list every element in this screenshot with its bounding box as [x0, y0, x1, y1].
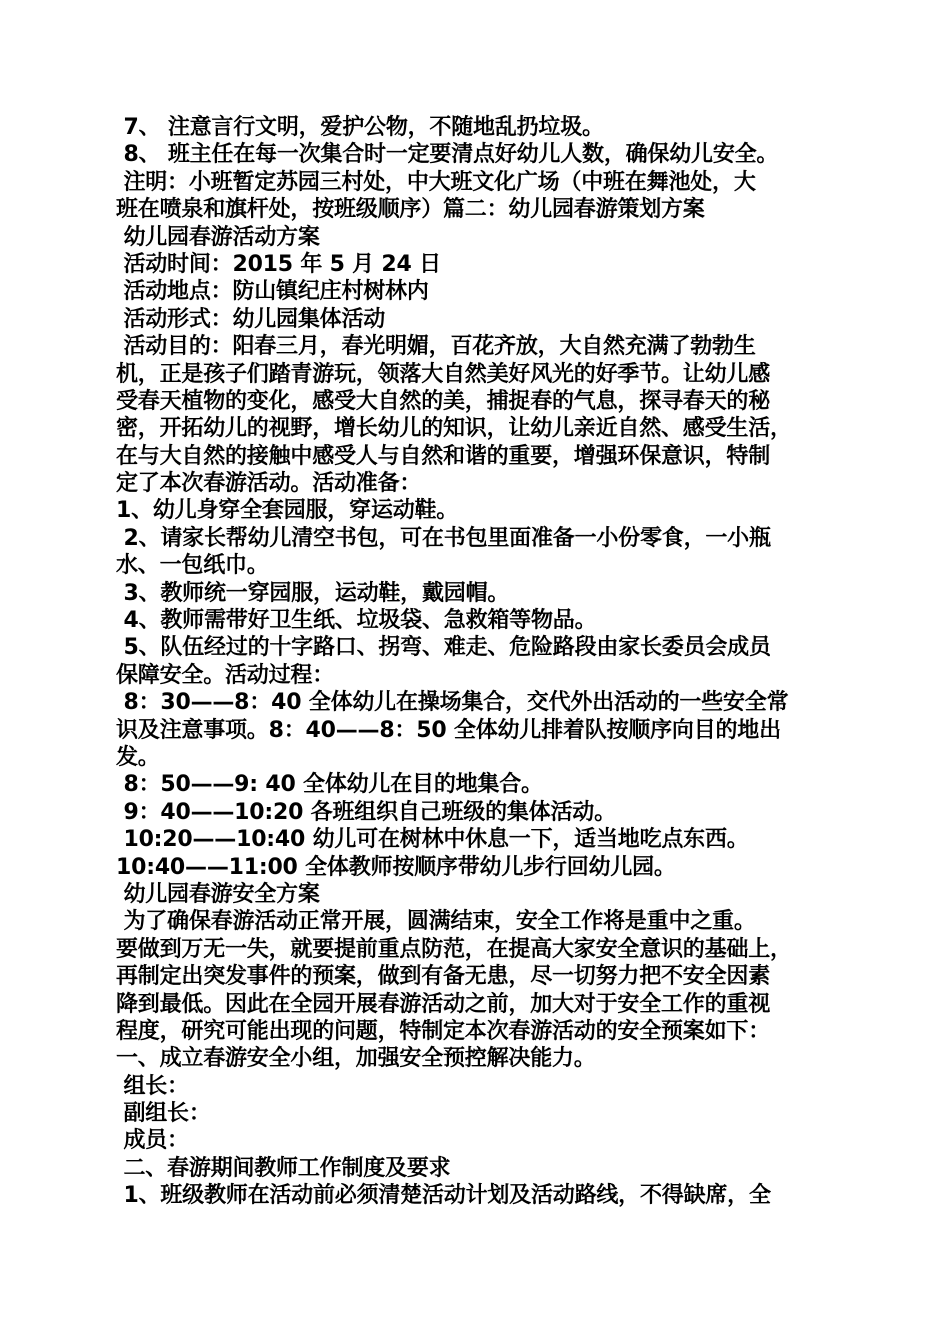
text-line: 要做到万无一失，就要提前重点防范，在提高大家安全意识的基础上，	[116, 936, 792, 962]
text-line: 1、班级教师在活动前必须清楚活动计划及活动路线，不得缺席，全	[116, 1183, 771, 1209]
text-line: 活动目的：阳春三月，春光明媚，百花齐放，大自然充满了勃勃生	[116, 334, 756, 360]
text-line: 程度，研究可能出现的问题，特制定本次春游活动的安全预案如下：	[116, 1018, 771, 1044]
text-line: 发。	[116, 744, 160, 770]
text-line: 活动时间：2015 年 5 月 24 日	[116, 251, 441, 277]
text-line: 成员：	[116, 1128, 189, 1154]
text-line: 二、春游期间教师工作制度及要求	[116, 1155, 451, 1181]
text-line: 一、成立春游安全小组，加强安全预控解决能力。	[116, 1046, 596, 1072]
text-line: 班在喷泉和旗杆处，按班级顺序）篇二：幼儿园春游策划方案	[116, 197, 705, 223]
text-line: 为了确保春游活动正常开展，圆满结束，安全工作将是重中之重。	[116, 909, 756, 935]
text-line: 注明：小班暂定苏园三村处，中大班文化广场（中班在舞池处，大	[116, 169, 756, 195]
text-line: 活动地点：防山镇纪庄村树林内	[116, 279, 429, 305]
text-line: 9：40——10:20 各班组织自己班级的集体活动。	[116, 799, 616, 825]
text-line: 7、 注意言行文明，爱护公物，不随地乱扔垃圾。	[116, 115, 604, 140]
text-line: 识及注意事项。8：40——8：50 全体幼儿排着队按顺序向目的地出	[116, 717, 781, 743]
text-line: 1、幼儿身穿全套园服，穿运动鞋。	[116, 498, 459, 524]
text-line: 8：50——9: 40 全体幼儿在目的地集合。	[116, 772, 543, 798]
text-line: 机，正是孩子们踏青游玩，领落大自然美好风光的好季节。让幼儿感	[116, 361, 771, 387]
text-line: 保障安全。活动过程：	[116, 662, 335, 688]
text-line: 10:40——11:00 全体教师按顺序带幼儿步行回幼儿园。	[116, 854, 676, 880]
text-line: 组长：	[116, 1073, 189, 1099]
text-line: 活动形式：幼儿园集体活动	[116, 306, 386, 332]
text-line: 在与大自然的接触中感受人与自然和谐的重要，增强环保意识，特制	[116, 443, 771, 469]
text-line: 5、队伍经过的十字路口、拐弯、难走、危险路段由家长委员会成员	[116, 635, 771, 661]
text-line: 8、 班主任在每一次集合时一定要清点好幼儿人数，确保幼儿安全。	[116, 142, 779, 168]
text-line: 4、教师需带好卫生纸、垃圾袋、急救箱等物品。	[116, 608, 597, 634]
text-line: 副组长：	[116, 1101, 211, 1127]
text-line: 幼儿园春游活动方案	[116, 224, 320, 250]
text-line: 10:20——10:40 幼儿可在树林中休息一下，适当地吃点东西。	[116, 827, 749, 853]
text-line: 8：30——8：40 全体幼儿在操场集合，交代外出活动的一些安全常	[116, 690, 789, 716]
text-line: 密，开拓幼儿的视野，增长幼儿的知识，让幼儿亲近自然、感受生活，	[116, 416, 792, 442]
text-line: 定了本次春游活动。活动准备：	[116, 471, 422, 497]
text-line: 2、请家长帮幼儿清空书包，可在书包里面准备一小份零食，一小瓶	[116, 525, 771, 551]
text-line: 3、教师统一穿园服，运动鞋，戴园帽。	[116, 580, 510, 606]
text-line: 受春天植物的变化，感受大自然的美，捕捉春的气息，探寻春天的秘	[116, 388, 771, 414]
document-body	[116, 114, 846, 1210]
text-line: 幼儿园春游安全方案	[116, 881, 320, 907]
text-line: 再制定出突发事件的预案，做到有备无患，尽一切努力把不安全因素	[116, 964, 771, 990]
text-line: 水、一包纸巾。	[116, 553, 269, 579]
text-line: 降到最低。因此在全园开展春游活动之前，加大对于安全工作的重视	[116, 991, 771, 1017]
